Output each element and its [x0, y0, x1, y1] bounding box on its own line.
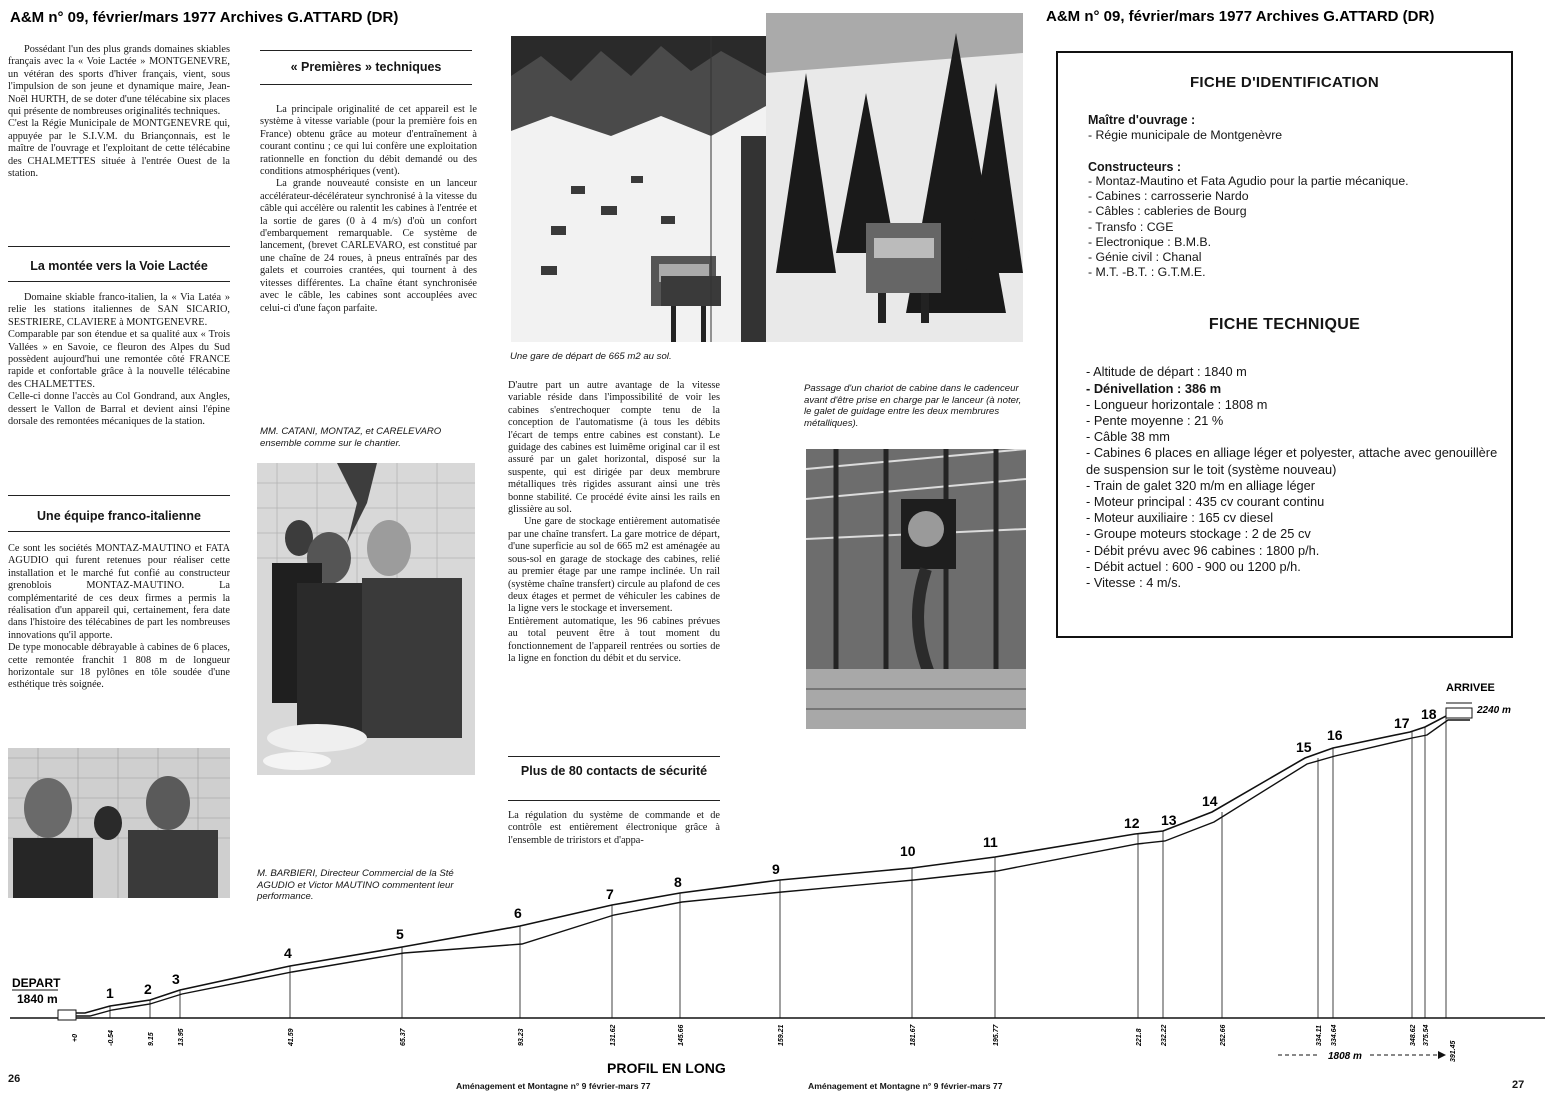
pylon-number: 1 [106, 985, 114, 1001]
pylon-number: 2 [144, 981, 152, 997]
pylon-number: 6 [514, 905, 522, 921]
arrivee-station [1446, 708, 1472, 718]
pylon-number: 7 [606, 886, 614, 902]
section-heading-equipe: Une équipe franco-italienne [37, 509, 201, 523]
pylon-number: 14 [1202, 793, 1218, 809]
pylon-numbers [106, 706, 1437, 1001]
pylon-number: 11 [983, 834, 998, 850]
pylon-distance: 41.59 [288, 1028, 295, 1046]
tech-item: - Vitesse : 4 m/s. [1086, 575, 1182, 591]
pylon-distance: 9.15 [148, 1032, 155, 1046]
depart-label: DEPART [12, 976, 61, 990]
paragraph: Entièrement automatique, les 96 cabines prévues au total peuvent être à tout moment du fonctionnement de l'appareil rentrées ou sorties de la ligne en fonction du débit et du service. [508, 615, 720, 664]
depart-altitude: 1840 m [17, 992, 58, 1006]
arrow-head-icon [1438, 1051, 1446, 1059]
tech-item: - Débit actuel : 600 - 900 ou 1200 p/h. [1086, 558, 1301, 574]
pylon-distance: 65.37 [400, 1028, 407, 1046]
constructeurs-label: Constructeurs : [1088, 160, 1182, 174]
footer-right: Aménagement et Montagne n° 9 février-mars 77 [808, 1081, 1003, 1091]
footer-left: Aménagement et Montagne n° 9 février-mars 77 [456, 1081, 651, 1091]
pylon-distance: 181.67 [910, 1024, 917, 1046]
tech-item: - Groupe moteurs stockage : 2 de 25 cv [1086, 526, 1311, 542]
pylon-number: 16 [1327, 727, 1343, 743]
tech-item: - Train de galet 320 m/m en alliage léger [1086, 477, 1316, 493]
paragraph: La régulation du système de commande et de contrôle est entièrement électronique grâce à l'ensemble de triristors et d'appa- [508, 810, 720, 846]
caption-chantier: MM. CATANI, MONTAZ, et CARELEVARO ensemble comme sur le chantier. [260, 426, 442, 449]
cable-line-upper [60, 716, 1470, 1013]
arrivee-altitude: 2240 m [1477, 705, 1511, 716]
constructeur-item: - Câbles : cableries de Bourg [1088, 204, 1247, 219]
length-label: 1808 m [1328, 1051, 1362, 1062]
fiche-identification-title: FICHE D'IDENTIFICATION [1189, 74, 1380, 91]
paragraph: Celle-ci donne l'accès au Col Gondrand, aux Angles, dessert le Vallon de Barral et devient ainsi l'épine dorsale des remontées mécaniques de la station. [8, 391, 230, 428]
depart-station [58, 1010, 76, 1020]
header-left: A&M n° 09, février/mars 1977 Archives G.ATTARD (DR) [10, 9, 399, 26]
paragraph: La grande nouveauté consiste en un lanceur accélérateur-décélérateur synchronisé à la vitesse du câble qui accélère ou ralentit les cabines à l'entrée et la sortie de gares (0 à 4 m/s) d'où un confort d'embarquement remarquable. Ce système de lancement, (brevet CARLEVARO, est constitué par une chaîne de 24 roues, à pneus entraînés par des galets et courroies crantées, qui tournent à des vitesses différentes. La chaîne étant synchronisée avec le câble, les cabines sont accouplées avec celui-ci d'une façon parfaite. [260, 178, 477, 314]
pylon-distance: 195.77 [993, 1024, 1000, 1046]
paragraph: De type monocable débrayable à cabines de 6 places, cette remontée franchit 1 808 m de longueur horizontale sur 18 pylônes en tôle soudée d'une esthétique très soignée. [8, 642, 230, 691]
paragraph: Domaine skiable franco-italien, la « Via Latéa » relie les stations italiennes de SAN SICARIO, SESTRIERE, CLAVIERE à MONTGENEVRE. [8, 292, 230, 328]
constructeur-item: - Génie civil : Chanal [1088, 250, 1202, 265]
constructeur-item: - Transfo : CGE [1088, 219, 1174, 234]
header-right: A&M n° 09, février/mars 1977 Archives G.ATTARD (DR) [1046, 8, 1435, 25]
paragraph: La principale originalité de cet appareil est le système à vitesse variable (pour la première fois en France) obtenu grâce au moteur d'entraînement à courant continu ; ce qui lui confère une exploitation rationnelle en fonction du débit demandé ou des conditions atmosphériques (vent). [260, 104, 477, 178]
start-distance: +0 [72, 1034, 79, 1042]
intro-paragraph-2: C'est la Régie Municipale de MONTGENEVRE qui, appuyée par le S.I.V.M. du Briançonnais, est le maître de l'ouvrage et l'exploitant de cette télécabine des CHALMETTES située à l'entrée Ouest de la station. [8, 118, 230, 180]
pylon-distance: 13.95 [178, 1028, 185, 1046]
caption-barbieri: M. BARBIERI, Directeur Commercial de la Sté AGUDIO et Victor MAUTINO commentent leur performance. [257, 868, 454, 902]
pylon-distances [108, 1023, 1430, 1047]
section-heading-securite: Plus de 80 contacts de sécurité [520, 764, 708, 778]
maitre-value: - Régie municipale de Montgenèvre [1088, 128, 1283, 142]
pylon-distance: -0.54 [108, 1030, 115, 1046]
paragraph: Ce sont les sociétés MONTAZ-MAUTINO et FATA AGUDIO qui furent retenues pour réaliser cette installation et le marché fut confié au constructeur grenoblois MONTAZ-MAUTINO. La complémentarité de ces deux firmes a permis la réalisation d'un appareil qui, certainement, fera date dans l'histoire des télécabines de part les nombreuses innovations qu'il apporte. [8, 543, 230, 641]
caption-chariot: Passage d'un chariot de cabine dans le cadenceur avant d'être prise en charge par le lanceur (à noter, le galet de guidage entre les deux membrures métalliques). [804, 383, 1022, 429]
pylon-distance: 334.64 [1331, 1024, 1338, 1046]
pylon-distance: 232.22 [1161, 1024, 1168, 1046]
tech-item: - Dénivellation : 386 m [1086, 380, 1222, 396]
pylon-number: 4 [284, 945, 292, 961]
paragraph: Une gare de stockage entièrement automatisée par une chaîne transfert. La gare motrice de départ, d'une superficie au sol de 665 m2 est aménagée au sous-sol en garage de stockage des cabines, relié au premier étage par une rampe inclinée. Un rail (système chaîne transfert) circule au plafond de ces deux étages et permet de véhiculer les cabines de la ligne vers le stockage et inversement. [508, 516, 720, 615]
tech-item: - Moteur auxiliaire : 165 cv diesel [1086, 510, 1274, 526]
pylon-number: 17 [1394, 715, 1410, 731]
constructeur-item: - Cabines : carrosserie Nardo [1088, 189, 1249, 204]
fiche-technique-title: FICHE TECHNIQUE [1208, 316, 1361, 334]
pylon-distance: 159.21 [778, 1024, 785, 1046]
pylon-distance: 334.11 [1316, 1025, 1323, 1046]
profil-title: PROFIL EN LONG [607, 1060, 726, 1076]
pylon-number: 5 [396, 926, 404, 942]
paragraph: Comparable par son étendue et sa qualité aux « Trois Vallées » en Savoie, ce fleuron des Alpes du Sud possèdent aujourd'hui une remontée côté FRANCE rapide et confortable grâce à la nouvelle télécabine des CHALMETTES. [8, 329, 230, 390]
pylon-distance: 131.62 [610, 1024, 617, 1046]
pylon-lines [110, 727, 1425, 1018]
section-heading-premieres: « Premières » techniques [290, 60, 442, 74]
pylon-distance: 375.54 [1423, 1024, 1430, 1046]
arrivee-label: ARRIVEE [1446, 682, 1495, 694]
tech-item: - Cabines 6 places en alliage léger et polyester, attache avec genouillère de suspension sur le toit (système nouveau) [1086, 445, 1498, 477]
section-heading-voie-lactee: La montée vers la Voie Lactée [30, 259, 208, 273]
page-number-left: 26 [8, 1073, 21, 1085]
pylon-number: 9 [772, 861, 780, 877]
tech-item: - Débit prévu avec 96 cabines : 1800 p/h. [1086, 542, 1320, 558]
pylon-distance: 145.66 [678, 1024, 685, 1046]
tech-item: - Longueur horizontale : 1808 m [1086, 396, 1268, 412]
paragraph: D'autre part un autre avantage de la vitesse variable réside dans l'impossibilité de voir les cabines s'entrechoquer compte tenu de la conception de l'automatisme (à tous les débits l'écart de temps entre cabines est constant). Le guidage des cabines est luimême original car il est assuré par un galet horizontal, disposé sur la suspente, qui est dirigée par deux membrure métalliques très rigides assurant ainsi une très bonne stabilité. Ce procédé évite ainsi les rails en glissière au sol. [508, 380, 720, 516]
pylon-number: 3 [172, 971, 180, 987]
pylon-distance: 252.66 [1220, 1024, 1227, 1046]
tech-item: - Pente moyenne : 21 % [1086, 413, 1224, 429]
page-number-right: 27 [1512, 1079, 1525, 1091]
pylon-number: 12 [1124, 815, 1140, 831]
pylon-number: 13 [1161, 812, 1177, 828]
tech-item: - Altitude de départ : 1840 m [1086, 364, 1247, 380]
intro-paragraph: Possédant l'un des plus grands domaines skiables français avec la « Voie Lactée » MONTGENEVRE, un vétéran des sports d'hiver français, vient, sous l'impulsion de son jeune et dynamique maire, Jean-Noël HURTH, de se doter d'une télécabine six places qui présente de nombreuses originalités techniques. [8, 44, 230, 118]
constructeur-item: - M.T. -B.T. : G.T.M.E. [1088, 265, 1206, 280]
maitre-label: Maître d'ouvrage : [1088, 113, 1196, 127]
pylon-number: 18 [1421, 706, 1437, 722]
pylon-distance: 221.8 [1136, 1028, 1143, 1046]
constructeur-item: - Montaz-Mautino et Fata Agudio pour la partie mécanique. [1088, 174, 1409, 188]
pylon-distance: 93.23 [518, 1028, 525, 1046]
pylon-number: 10 [900, 843, 916, 859]
constructeur-item: - Electronique : B.M.B. [1088, 234, 1212, 249]
pylon-distance: 348.62 [1410, 1024, 1417, 1046]
caption-gare-depart: Une gare de départ de 665 m2 au sol. [510, 351, 672, 362]
pylon-number: 15 [1296, 739, 1312, 755]
end-distance: 391.45 [1450, 1040, 1457, 1062]
tech-item: - Moteur principal : 435 cv courant continu [1086, 494, 1325, 510]
cable-line-lower [60, 720, 1470, 1016]
pylon-number: 8 [674, 874, 682, 890]
tech-item: - Câble 38 mm [1086, 429, 1170, 445]
